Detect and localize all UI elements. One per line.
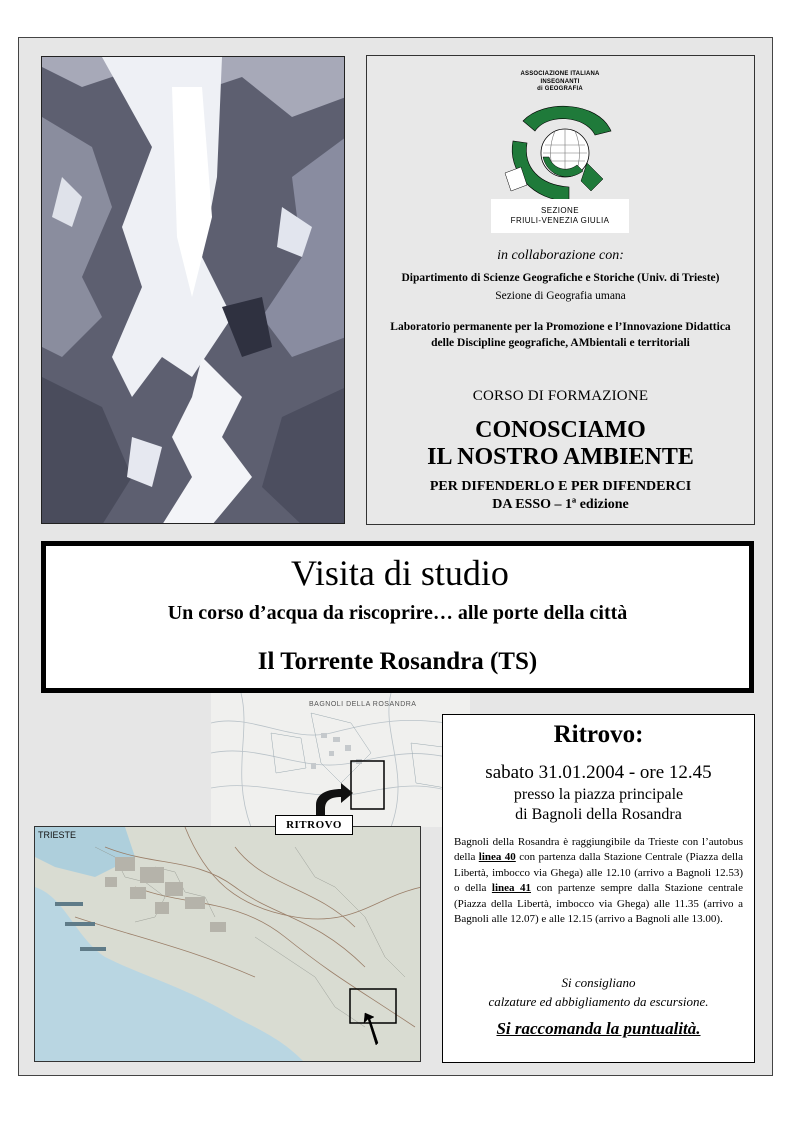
meeting-box <box>442 714 755 1063</box>
detail-map <box>211 693 470 827</box>
ritrovo-map-tag: RITROVO <box>275 815 353 835</box>
banner-title: Visita di studio <box>291 553 509 593</box>
laboratory-line: delle Discipline geografiche, AMbientali e territoriali <box>431 337 690 349</box>
meeting-place <box>443 785 754 825</box>
logo-section-line: FRIULI-VENEZIA GIULIA <box>510 216 610 225</box>
course-type: CORSO DI FORMAZIONE <box>472 388 649 404</box>
department-section: Sezione di Geografia umana <box>495 290 626 302</box>
laboratory-line: Laboratorio permanente per la Promozione e l’Innovazione Didattica <box>390 321 731 333</box>
area-map <box>34 826 421 1062</box>
course-info-box <box>366 55 755 525</box>
banner-subtitle: Un corso d’acqua da riscoprire… alle porte della città <box>167 602 628 624</box>
association-logo <box>491 71 629 235</box>
logo-org-line: ASSOCIAZIONE ITALIANA <box>520 71 600 77</box>
bus-line-41: linea 41 <box>491 882 532 895</box>
bus-info-text: Bagnoli della Rosandra è raggiungibile da Trieste con l’autobus della <box>454 836 743 864</box>
course-title-line: CONOSCIAMO <box>475 417 646 443</box>
map-label-trieste: TRIESTE <box>38 830 77 840</box>
bus-line-40: linea 40 <box>478 851 516 864</box>
bus-info-text: con partenze sempre dalla Stazione centrale (Piazza della Libertà, imbocco via Ghega) alle 11.35 (arrivo a Bagnoli alle 12.07) e alle 12.15 (arrivo a Bagnoli alle 13.00). <box>454 882 743 926</box>
clothing-advice <box>443 973 754 1011</box>
bus-info <box>454 835 743 927</box>
punctuality-note: Si raccomanda la puntualità. <box>496 1019 701 1038</box>
logo-org-line: INSEGNANTI <box>540 78 580 85</box>
course-title <box>367 417 754 471</box>
course-subtitle-line: PER DIFENDERLO E PER DIFENDERCI <box>429 479 692 494</box>
meeting-place-line: di Bagnoli della Rosandra <box>515 806 682 823</box>
globe-logo-icon <box>503 101 617 205</box>
clothing-advice-line: Si consigliano <box>561 975 636 990</box>
clothing-advice-line: calzature ed abbigliamento da escursione. <box>488 994 709 1009</box>
visit-banner <box>41 541 754 693</box>
waterfall-photo <box>41 56 345 524</box>
meeting-place-line: presso la piazza principale <box>513 786 684 803</box>
map-label-bagnoli: BAGNOLI DELLA ROSANDRA <box>309 701 417 708</box>
banner-place: Il Torrente Rosandra (TS) <box>257 648 538 675</box>
meeting-date: sabato 31.01.2004 - ore 12.45 <box>485 762 712 783</box>
course-subtitle-line: DA ESSO – 1ª edizione <box>492 497 629 512</box>
meeting-title: Ritrovo: <box>553 721 644 748</box>
logo-org-line: di GEOGRAFIA <box>537 86 583 92</box>
logo-section-label <box>491 199 629 233</box>
collaboration-label: in collaborazione con: <box>497 248 624 263</box>
laboratory-name <box>367 319 754 351</box>
logo-section-line: SEZIONE <box>541 206 579 215</box>
department-name: Dipartimento di Scienze Geografiche e Storiche (Univ. di Trieste) <box>401 272 720 284</box>
logo-org-name <box>491 71 629 94</box>
course-subtitle <box>367 478 754 514</box>
course-title-line: IL NOSTRO AMBIENTE <box>427 444 694 470</box>
bus-info-text: con partenza dalla Stazione Centrale (Piazza della Libertà, imbocco via Ghega) alle 12.10 (arrivo a Bagnoli 12.53) o della <box>454 851 743 895</box>
